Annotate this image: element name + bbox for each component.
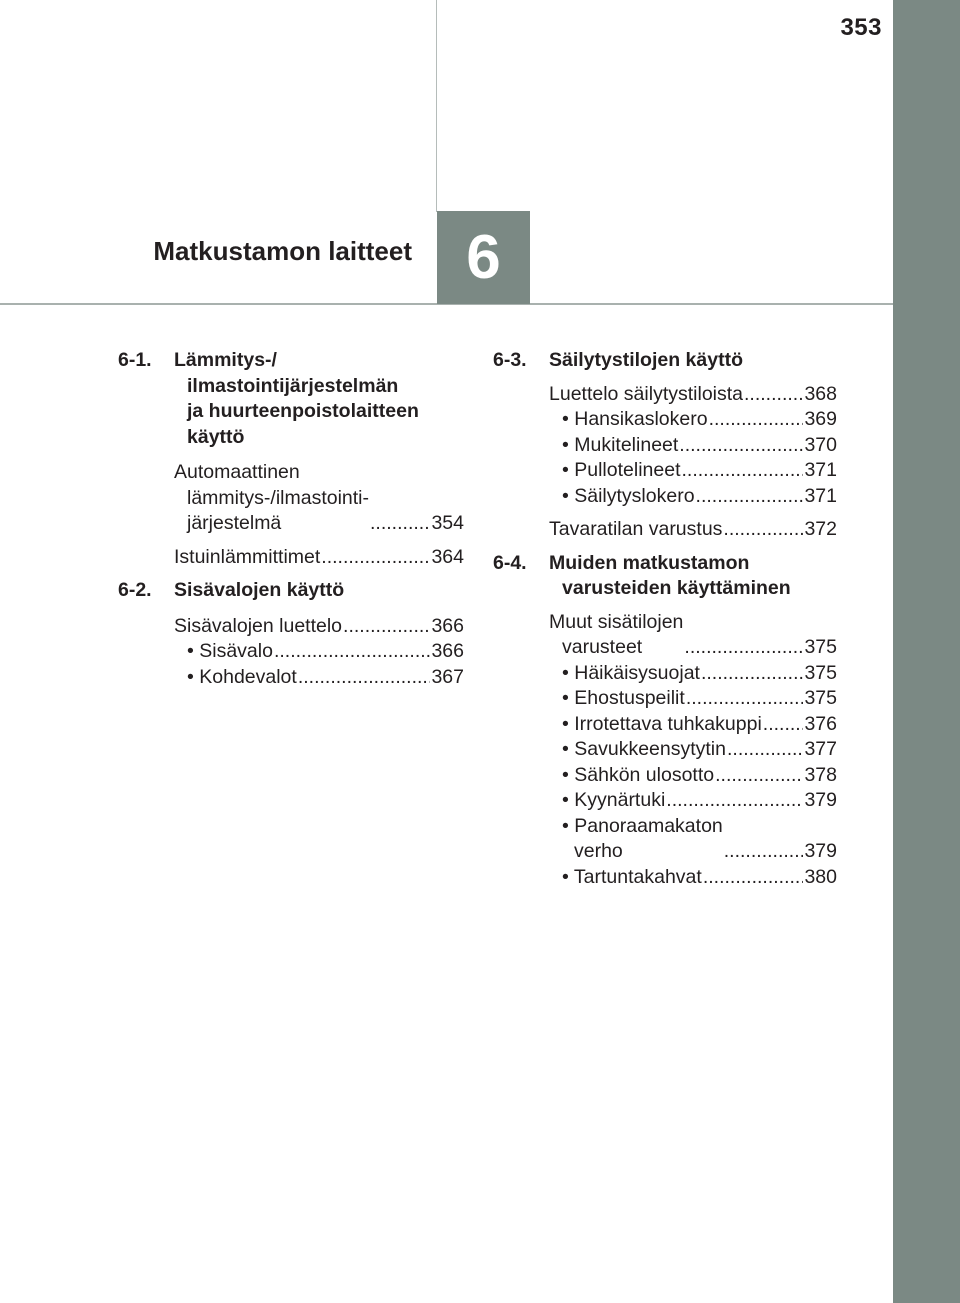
entry-label: • Kohdevalot <box>187 665 297 688</box>
dot-leader <box>370 511 430 537</box>
entry-page: 375 <box>804 636 837 658</box>
entry-label: • Savukkeensytytin <box>562 738 726 760</box>
toc-entry-hansikaslokero[interactable] <box>562 407 837 433</box>
entry-label: • Pullotelineet <box>562 459 681 481</box>
entry-page: 377 <box>804 738 837 760</box>
toc-section-6-2[interactable] <box>118 578 464 604</box>
entry-label: Tavaratilan varustus <box>549 518 723 540</box>
entry-label: • Säilytyslokero <box>562 484 695 507</box>
entry-label: • Irrotettava tuhkakuppi <box>562 712 762 735</box>
toc-entry-tavaratilan-varustus[interactable] <box>549 517 837 543</box>
toc-entry-automaattinen-lammitys[interactable] <box>174 460 464 537</box>
toc-entry-mukitelineet[interactable] <box>562 433 837 459</box>
toc-entry-istuinlammittimet[interactable] <box>174 545 464 571</box>
toc-section-6-3[interactable] <box>493 348 837 374</box>
section-number: 6-2. <box>118 579 152 601</box>
toc-entry-irrotettava-tuhkakuppi[interactable] <box>562 712 837 738</box>
dot-leader <box>709 407 804 433</box>
dot-leader <box>679 433 803 459</box>
dot-leader <box>727 737 803 763</box>
entry-page: 375 <box>804 687 837 709</box>
dot-leader <box>298 665 431 691</box>
entry-page: 379 <box>804 789 837 811</box>
entry-page: 369 <box>804 408 837 430</box>
dot-leader <box>343 614 430 640</box>
toc-section-6-4[interactable] <box>493 551 837 602</box>
entry-page: 379 <box>804 840 837 862</box>
entry-label: • Mukitelineet <box>562 433 679 456</box>
entry-label: • Sisävalo <box>187 640 273 662</box>
entry-page: 372 <box>804 518 837 540</box>
dot-leader <box>724 839 804 865</box>
entry-page: 367 <box>431 665 464 688</box>
entry-label: Automaattinen lämmitys-/ilmastointi- järjestelmä <box>174 461 370 534</box>
entry-label: • Tartuntakahvat <box>562 865 702 888</box>
entry-page: 371 <box>804 459 837 481</box>
header-vertical-rule <box>436 0 437 212</box>
section-number: 6-1. <box>118 349 152 371</box>
entry-page: 368 <box>804 382 837 405</box>
entry-page: 354 <box>431 512 464 534</box>
chapter-title: Matkustamon laitteet <box>153 236 412 266</box>
toc-entry-tartuntakahvat[interactable] <box>562 865 837 891</box>
section-title: Muiden matkustamon varusteiden käyttäminen <box>549 551 791 599</box>
chapter-side-band <box>893 0 960 1303</box>
dot-leader <box>686 686 804 712</box>
section-title: Sisävalojen käyttö <box>174 579 345 601</box>
entry-label: Luettelo säilytystiloista <box>549 382 744 405</box>
dot-leader <box>666 788 803 814</box>
toc-entry-panoraamakaton-verho[interactable] <box>562 814 837 865</box>
page-number: 353 <box>840 14 882 41</box>
entry-label: • Sähkön ulosotto <box>562 763 715 786</box>
toc-entry-kohdevalot[interactable] <box>187 665 464 691</box>
entry-label: Sisävalojen luettelo <box>174 614 343 637</box>
entry-label: • Kyynärtuki <box>562 789 666 811</box>
section-number: 6-4. <box>493 551 527 574</box>
toc-entry-sisavalojen-luettelo[interactable] <box>174 614 464 640</box>
toc-entry-sahkon-ulosotto[interactable] <box>562 763 837 789</box>
toc-entry-savukkeensytytin[interactable] <box>562 737 837 763</box>
dot-leader <box>703 865 804 891</box>
toc-entry-kyynartuki[interactable] <box>562 788 837 814</box>
entry-page: 375 <box>804 661 837 684</box>
toc-entry-muut-sisatilojen-varusteet[interactable] <box>549 610 837 661</box>
entry-label: • Panoraamakaton verho <box>562 814 723 862</box>
toc-entry-sisavalo[interactable] <box>187 639 464 665</box>
entry-page: 366 <box>431 640 464 662</box>
dot-leader <box>763 712 804 738</box>
entry-label: • Ehostuspeilit <box>562 687 685 709</box>
dot-leader <box>744 382 803 408</box>
entry-label: • Hansikaslokero <box>562 408 708 430</box>
dot-leader <box>715 763 803 789</box>
toc-column-right <box>493 348 837 890</box>
toc-entry-pullotelineet[interactable] <box>562 458 837 484</box>
chapter-number-tab: 6 <box>437 211 530 304</box>
entry-label: Istuinlämmittimet <box>174 545 321 568</box>
dot-leader <box>684 635 803 661</box>
dot-leader <box>321 545 430 571</box>
toc-entry-haikaisysuojat[interactable] <box>562 661 837 687</box>
entry-page: 380 <box>804 865 837 888</box>
entry-page: 364 <box>431 545 464 568</box>
dot-leader <box>696 484 804 510</box>
entry-label: Muut sisätilojen varusteet <box>549 610 684 658</box>
section-number: 6-3. <box>493 349 527 371</box>
toc-section-6-1[interactable] <box>118 348 464 450</box>
entry-page: 371 <box>804 484 837 507</box>
toc-entry-sailytyslokero[interactable] <box>562 484 837 510</box>
entry-label: • Häikäisysuojat <box>562 661 700 684</box>
entry-page: 366 <box>431 614 464 637</box>
entry-page: 370 <box>804 433 837 456</box>
dot-leader <box>682 458 804 484</box>
toc-column-left <box>118 348 464 690</box>
entry-page: 378 <box>804 763 837 786</box>
dot-leader <box>274 639 431 665</box>
dot-leader <box>723 517 803 543</box>
dot-leader <box>701 661 803 687</box>
toc-entry-ehostuspeilit[interactable] <box>562 686 837 712</box>
section-title: Lämmitys-/ ilmastointijärjestelmän ja huurteenpoistolaitteen käyttö <box>174 349 419 448</box>
entry-page: 376 <box>804 712 837 735</box>
section-title: Säilytystilojen käyttö <box>549 349 743 371</box>
toc-entry-luettelo-sailytystiloista[interactable] <box>549 382 837 408</box>
